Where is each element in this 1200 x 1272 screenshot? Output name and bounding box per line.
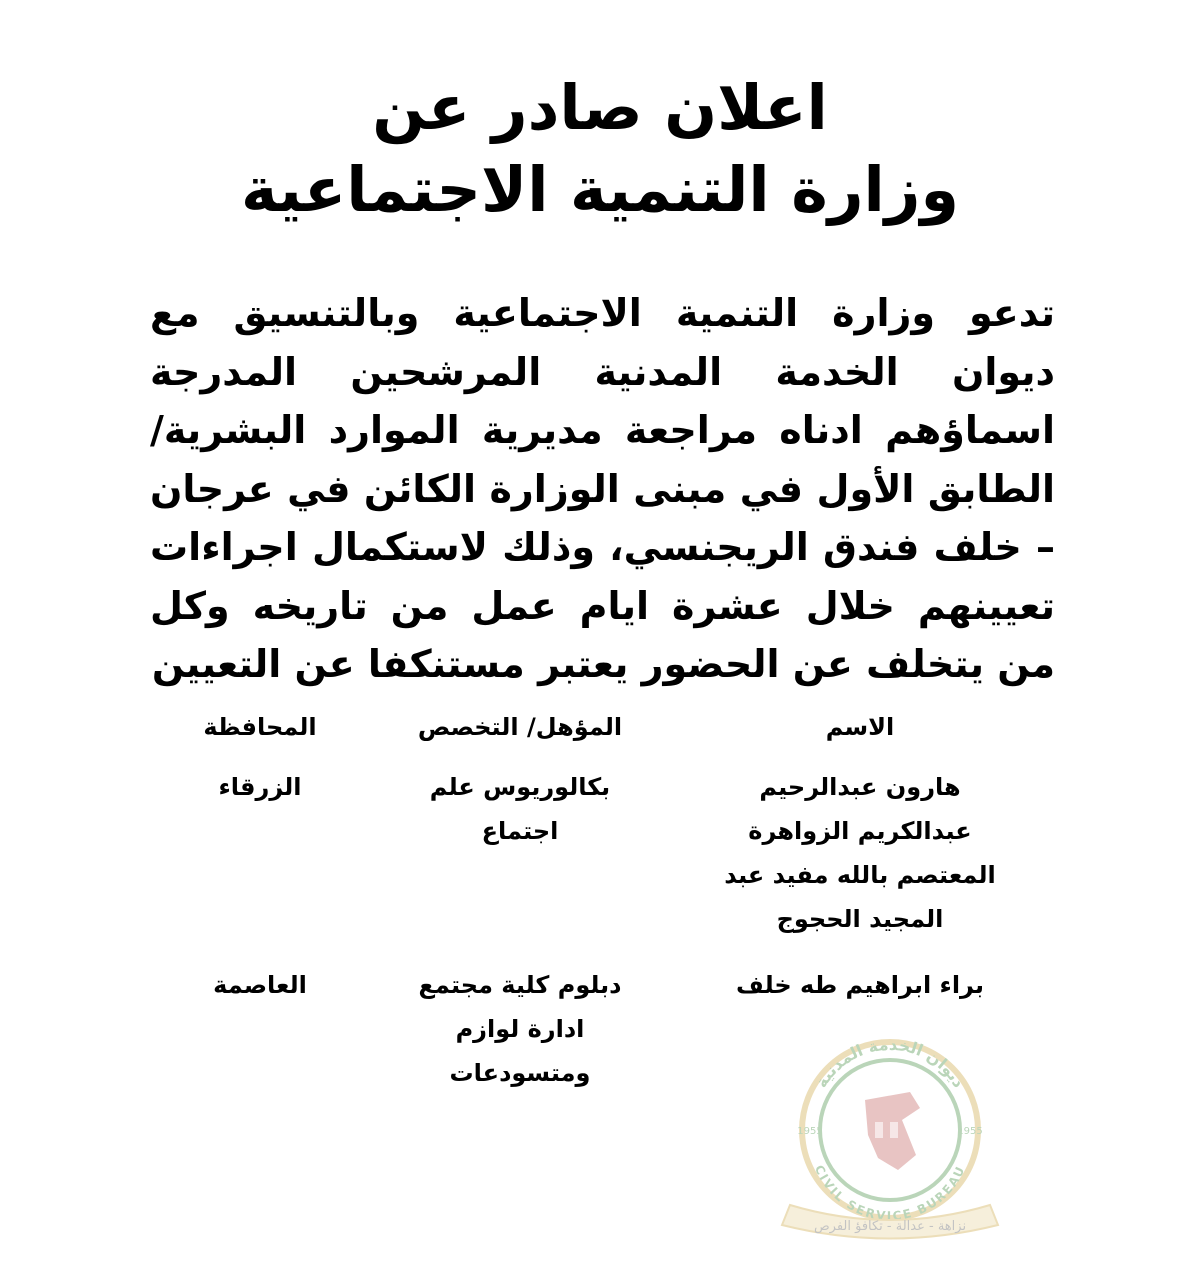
announcement-body: تدعو وزارة التنمية الاجتماعية وبالتنسيق مع ديوان الخدمة المدنية المرشحين المدرجة اسماؤهم ادناه مراجعة مديرية الموارد البشرية/ الطابق الأول في مبنى الوزارة الكائن في عرجان – خلف فندق الريجنسي، وذلك لاستكمال اجراءات تعيينهم خلال عشرة ايام عمل من تاريخه وكل من يتخلف عن الحضور يعتبر مستنكفا عن التعيين [150, 291, 1055, 686]
seal-arabic-text: ديوان الخدمة المدنية [811, 1034, 969, 1092]
header-qualification: المؤهل/ التخصص [417, 713, 623, 741]
header-name: الاسم [825, 713, 895, 741]
figure-icon [875, 1122, 883, 1138]
seal-motto: نزاهة - عدالة - تكافؤ الفرص [813, 1219, 967, 1234]
row1-governorate: الزرقاء [218, 773, 302, 801]
announcement-title: اعلان صادر عن [372, 71, 828, 144]
row2-qualification: دبلوم كلية مجتمع ادارة لوازم ومتسودعات [418, 971, 622, 1087]
row1-qualification: بكالوريوس علم اجتماع [429, 773, 611, 845]
ministry-title: وزارة التنمية الاجتماعية [240, 153, 960, 226]
row1-name: هارون عبدالرحيم عبدالكريم الزواهرة المعتصم بالله مفيد عبد المجيد الحجوج [724, 773, 996, 933]
figure-icon [890, 1122, 898, 1138]
seal-english-text: CIVIL SERVICE BUREAU [811, 1162, 969, 1224]
row2-name: براء ابراهيم طه خلف [736, 971, 984, 999]
seal-year-left: 1955 [797, 1126, 823, 1137]
header-governorate: المحافظة [203, 713, 317, 741]
civil-service-bureau-seal [770, 1030, 1010, 1245]
row2-governorate: العاصمة [213, 971, 307, 999]
seal-year-right: 1955 [957, 1126, 983, 1137]
